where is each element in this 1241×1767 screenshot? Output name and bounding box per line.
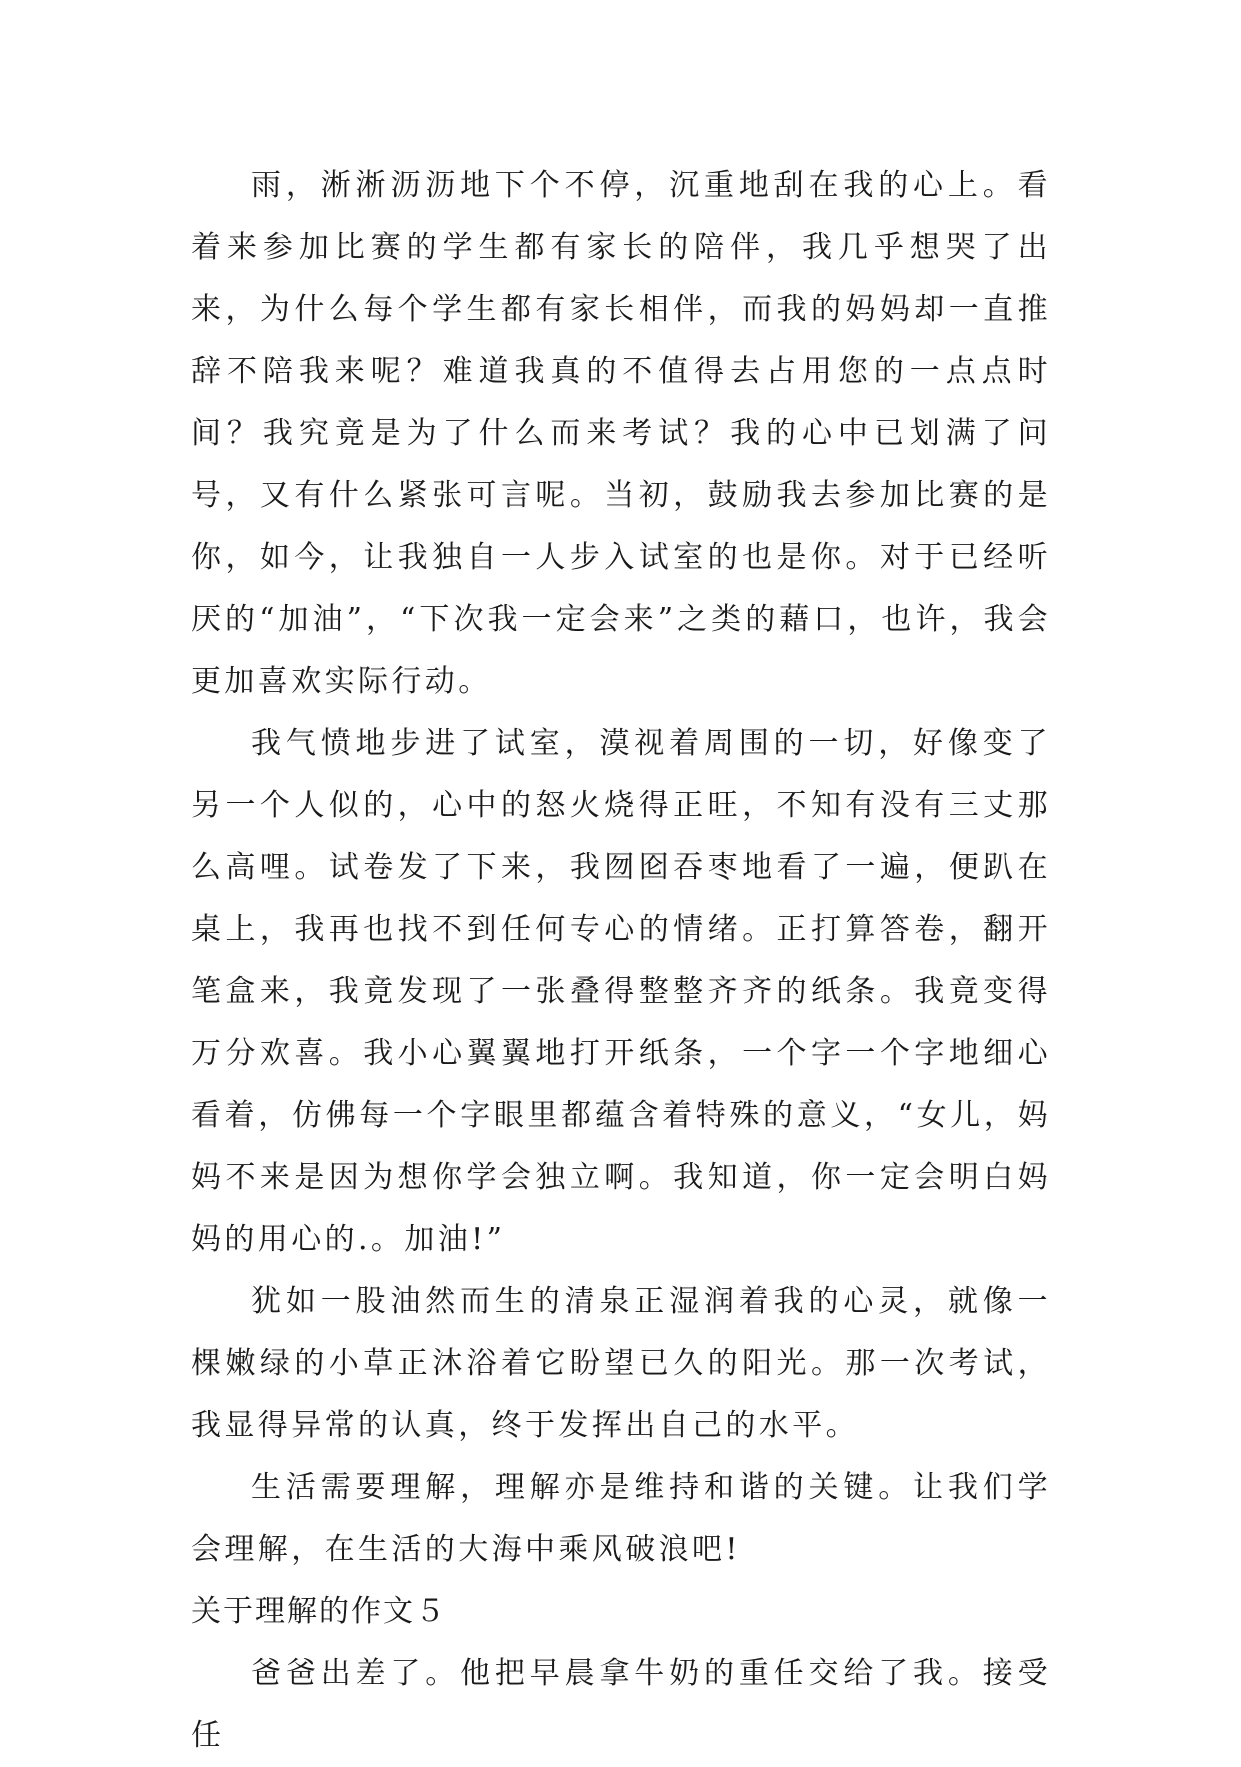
paragraph-spring: 犹如一股油然而生的清泉正湿润着我的心灵，就像一棵嫩绿的小草正沐浴着它盼望已久的阳光。那一次考试，我显得异常的认真，终于发挥出自己的水平。	[191, 1284, 1051, 1443]
paragraph-exam-room: 我气愤地步进了试室，漠视着周围的一切，好像变了另一个人似的，心中的怒火烧得正旺，不知有没有三丈那么高哩。试卷发了下来，我囫囵吞枣地看了一遍，便趴在桌上，我再也找不到任何专心的情绪。正打算答卷，翻开笔盒来，我竟发现了一张叠得整整齐齐的纸条。我竟变得万分欢喜。我小心翼翼地打开纸条，一个字一个字地细心看着，仿佛每一个字眼里都蕴含着特殊的意义，“女儿，妈妈不来是因为想你学会独立啊。我知道，你一定会明白妈妈的用心的.。加油!”	[191, 726, 1051, 1257]
section-heading: 关于理解的作文５	[191, 1594, 447, 1629]
paragraph-conclusion: 生活需要理解，理解亦是维持和谐的关键。让我们学会理解，在生活的大海中乘风破浪吧!	[191, 1470, 1051, 1567]
paragraph-dad-trip: 爸爸出差了。他把早晨拿牛奶的重任交给了我。接受任	[191, 1656, 1051, 1753]
paragraph-rain: 雨，淅淅沥沥地下个不停，沉重地刮在我的心上。看着来参加比赛的学生都有家长的陪伴，我几乎想哭了出来，为什么每个学生都有家长相伴，而我的妈妈却一直推辞不陪我来呢？难道我真的不值得去占用您的一点点时间？我究竟是为了什么而来考试？我的心中已划满了问号，又有什么紧张可言呢。当初，鼓励我去参加比赛的是你，如今，让我独自一人步入试室的也是你。对于已经听厌的“加油”，“下次我一定会来”之类的藉口，也许，我会更加喜欢实际行动。	[191, 168, 1051, 699]
document-page	[191, 155, 1051, 1767]
